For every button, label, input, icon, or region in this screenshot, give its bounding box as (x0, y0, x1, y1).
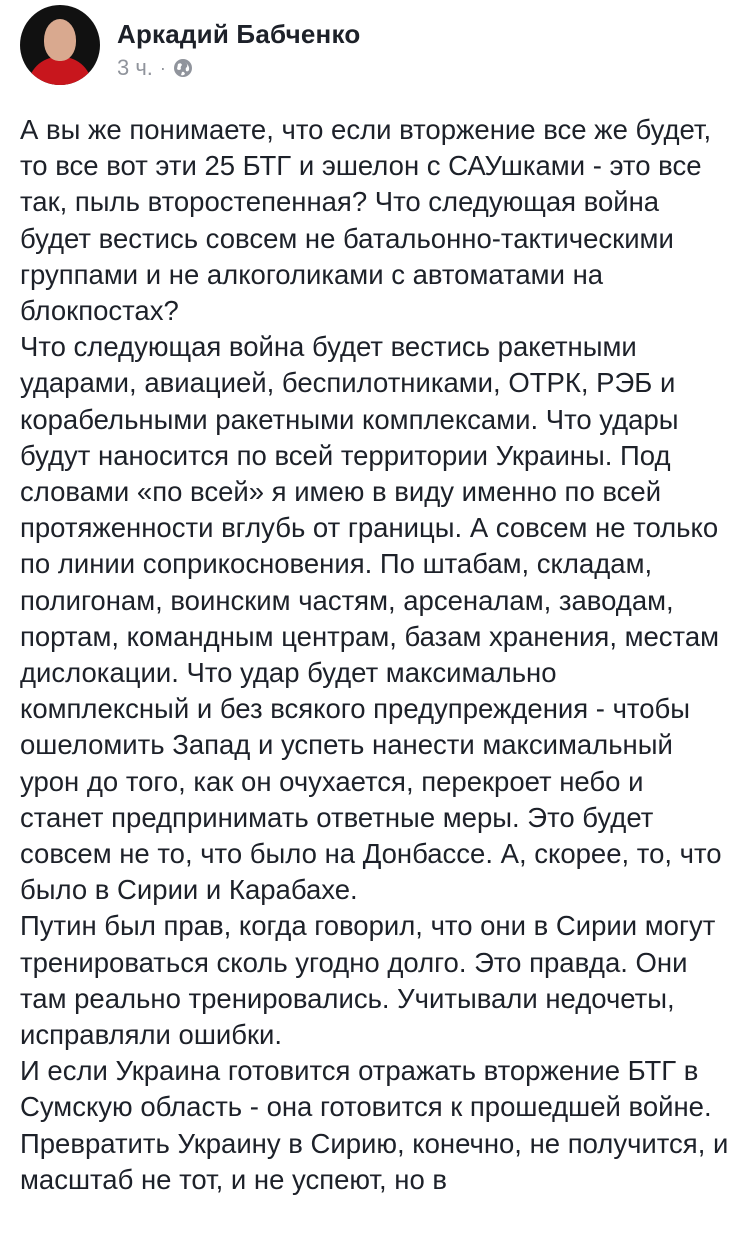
post-meta (117, 55, 193, 81)
author-name[interactable]: Аркадий Бабченко (117, 19, 361, 49)
post-paragraph: Превратить Украину в Сирию, конечно, не получится, и масштаб не тот, и не успеют, но в (20, 1127, 729, 1195)
post-time[interactable]: 3 ч. (117, 55, 153, 80)
avatar[interactable] (20, 5, 100, 85)
post-paragraph: Что следующая война будет вестись ракетными ударами, авиацией, беспилотниками, ОТРК, РЭБ и корабельными ракетными комплексами. Что удары будут наносится по всей территории Украины. Под словами «по всей» я имею в виду именно по всей протяженности вглубь от границы. А совсем не только по линии соприкосновения. По штабам, складам, полигонам, воинским частям, арсеналам, заводам, портам, командным центрам, базам хранения, местам дислокации. Что удар будет максимально комплексный и без всякого предупреждения - чтобы ошеломить Запад и успеть нанести максимальный урон до того, как он очухается, перекроет небо и станет предпринимать ответные меры. Это будет совсем не то, что было на Донбассе. А, скорее, то, что было в Сирии и Карабахе. (20, 331, 722, 906)
globe-icon (173, 58, 193, 78)
post-paragraph: Путин был прав, когда говорил, что они в Сирии могут тренироваться сколь угодно долго. Это правда. Они там реально тренировались. Учитывали недочеты, исправляли ошибки. (20, 910, 716, 1051)
meta-separator: · (159, 57, 166, 78)
post-paragraph: И если Украина готовится отражать вторжение БТГ в Сумскую область - она готовится к прошедшей войне. (20, 1055, 712, 1123)
post-body (20, 112, 732, 1198)
avatar-shirt (28, 57, 92, 85)
post-header (20, 5, 730, 87)
post-paragraph: А вы же понимаете, что если вторжение все же будет, то все вот эти 25 БТГ и эшелон с САУшками - это все так, пыль второстепенная? Что следующая война будет вестись совсем не батальонно-тактическими группами и не алкоголиками с автоматами на блокпостах? (20, 114, 712, 327)
avatar-head (44, 19, 76, 61)
